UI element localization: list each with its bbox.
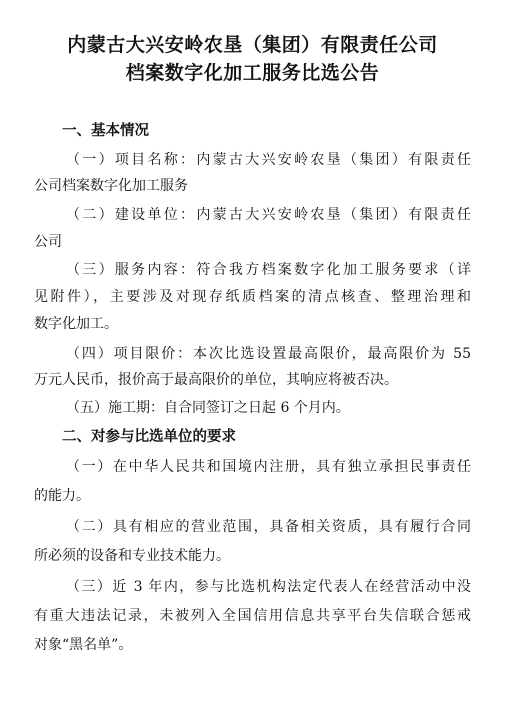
paragraph-line: 所必须的设备和专业技术能力。 bbox=[34, 548, 230, 564]
paragraph-line: 见附件），主要涉及对现存纸质档案的清点核查、整理治理和 bbox=[34, 289, 471, 305]
paragraph-line: 公司档案数字化加工服务 bbox=[34, 178, 188, 194]
paragraph-line: 的能力。 bbox=[34, 488, 90, 504]
paragraph-line: 有重大违法记录，未被列入全国信用信息共享平台失信联合惩戒 bbox=[34, 608, 471, 624]
section-heading-basic-info: 一、基本情况 bbox=[62, 123, 149, 139]
document-title-line-2: 档案数字化加工服务比选公告 bbox=[125, 62, 380, 84]
paragraph-line: （二）具有相应的营业范围，具备相关资质，具有履行合同 bbox=[66, 519, 471, 535]
paragraph-line: 公司 bbox=[34, 234, 62, 250]
paragraph-line: 万元人民币，报价高于最高限价的单位，其响应将被否决。 bbox=[34, 372, 398, 388]
paragraph-line: （三）近 3 年内，参与比选机构法定代表人在经营活动中没 bbox=[66, 579, 471, 595]
paragraph-line: 数字化加工。 bbox=[34, 316, 118, 332]
paragraph-line: 对象“黑名单”。 bbox=[34, 637, 133, 653]
document-title-line-1: 内蒙古大兴安岭农垦（集团）有限责任公司 bbox=[67, 34, 438, 56]
section-heading-requirements: 二、对参与比选单位的要求 bbox=[62, 429, 236, 445]
paragraph-line: （五）施工期：自合同签订之日起 6 个月内。 bbox=[66, 400, 350, 416]
paragraph-line: （四）项目限价：本次比选设置最高限价，最高限价为 55 bbox=[66, 346, 471, 362]
paragraph-line: （一）项目名称：内蒙古大兴安岭农垦（集团）有限责任 bbox=[66, 152, 471, 168]
paragraph-line: （二）建设单位：内蒙古大兴安岭农垦（集团）有限责任 bbox=[66, 207, 471, 223]
paragraph-line: （三）服务内容：符合我方档案数字化加工服务要求（详 bbox=[66, 262, 471, 278]
paragraph-line: （一）在中华人民共和国境内注册，具有独立承担民事责任 bbox=[66, 459, 471, 475]
